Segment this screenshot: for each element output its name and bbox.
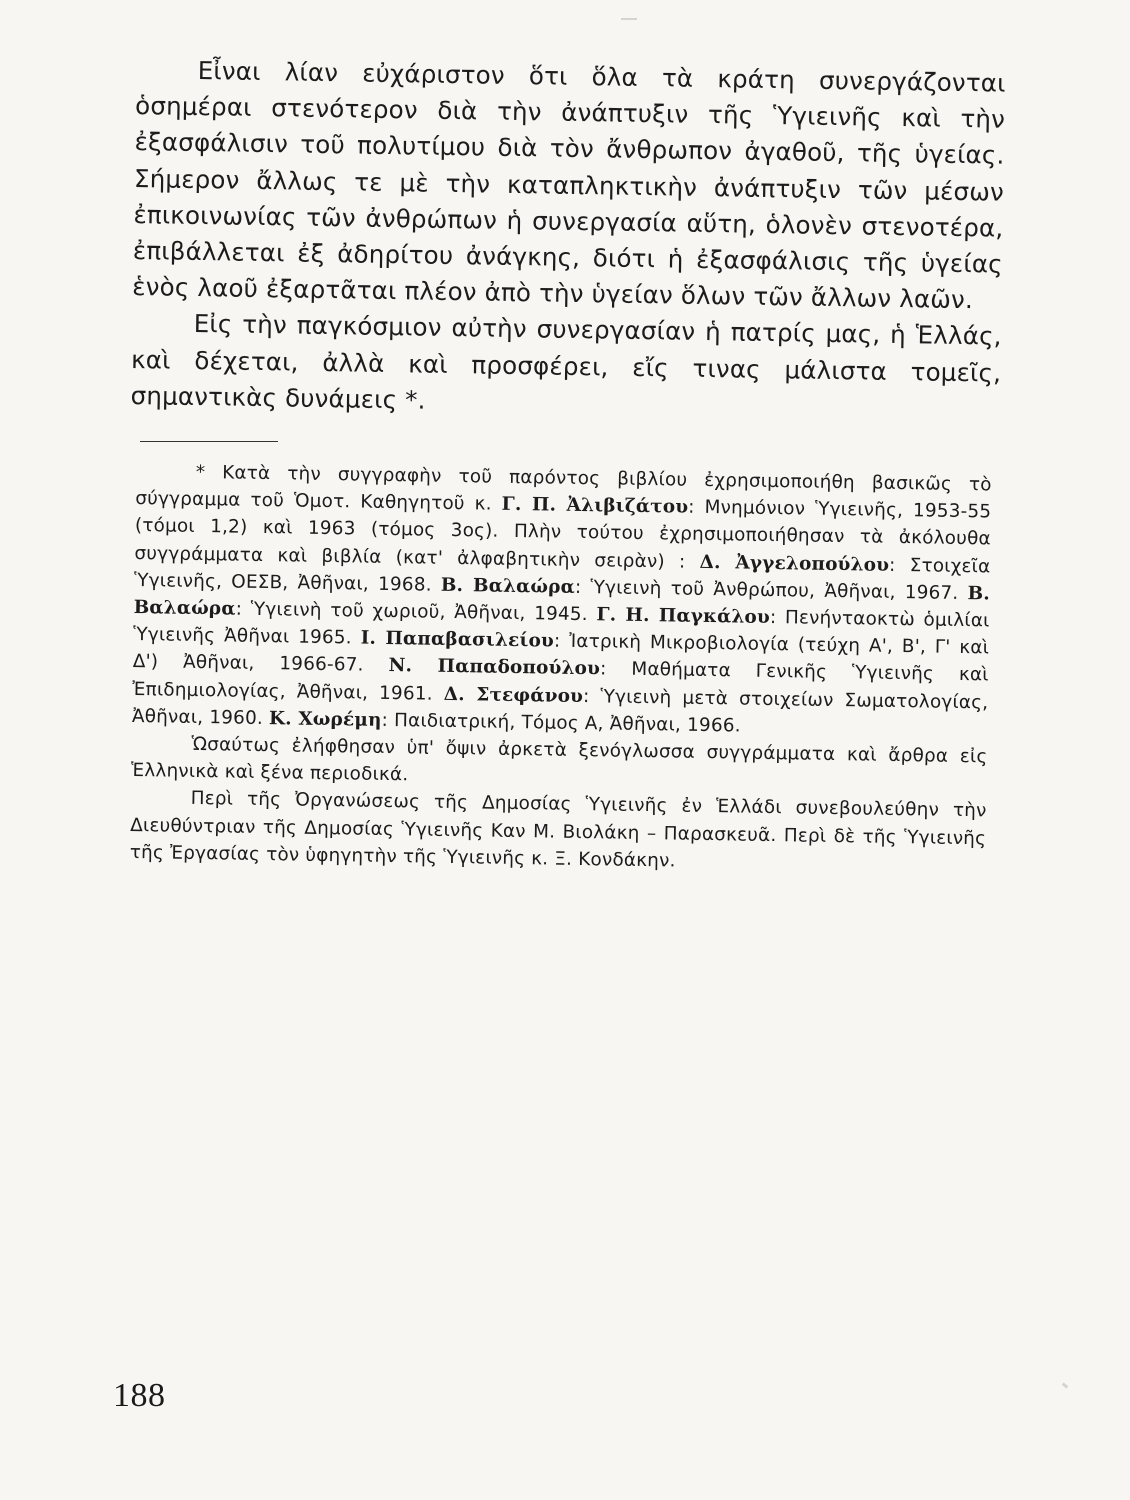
footnote-text: : Στοιχεῖα Ὑγιεινῆς, ΟΕΣΒ, Ἀθῆναι, 1968. bbox=[133, 554, 991, 596]
footnote-text: : Ἰατρικὴ Μικροβιολογία (τεύχη Α', Β', Γ' καὶ Δ') Ἀθῆναι, 1966-67. bbox=[132, 630, 990, 677]
author-name: Ι. Παπαβασιλείου bbox=[360, 627, 555, 652]
footnote-text: : Ὑγιεινὴ τοῦ χωριοῦ, Ἀθῆναι, 1945. bbox=[235, 598, 597, 626]
footnote-sources bbox=[132, 458, 992, 743]
footnote-text: : Παιδιατρική, Τόμος Α, Ἀθῆναι, 1966. bbox=[381, 709, 741, 737]
main-text bbox=[130, 52, 1006, 428]
footnote-foreign-sources: Ὡσαύτως ἐλήφθησαν ὑπ' ὄψιν ἀρκετὰ ξενόγλωσσα συγγράμματα καὶ ἄρθρα εἰς Ἑλληνικὰ καὶ ξένα περιοδικά. bbox=[130, 733, 988, 786]
scan-mark-right bbox=[1062, 1382, 1069, 1388]
footnote-text: * Κατὰ τὴν συγγραφὴν τοῦ παρόντος βιβλίου ἐχρησιμοποιήθη βασικῶς τὸ σύγγραμμα τοῦ Ὁμοτ. Καθηγητοῦ κ. bbox=[135, 461, 992, 515]
author-name: Κ. Χωρέμη bbox=[268, 707, 382, 731]
author-name: Ν. Παπαδοπούλου bbox=[388, 655, 601, 680]
author-name: Β. Βαλαώρα bbox=[133, 582, 991, 620]
page-number: 188 bbox=[113, 1377, 166, 1414]
scan-mark-top bbox=[621, 18, 637, 20]
author-name: Β. Βαλαώρα bbox=[440, 574, 576, 598]
paragraph-1: Εἶναι λίαν εὐχάριστον ὅτι ὅλα τὰ κράτη συνεργάζονται ὁσημέραι στενότερον διὰ τὴν ἀνάπτυξιν τῆς Ὑγιεινῆς καὶ τὴν ἐξασφάλισιν τοῦ πολυτίμου διὰ τὸν ἄνθρωπον ἀγαθοῦ, τῆς ὑγείας. Σήμερον ἄλλως τε μὲ τὴν καταπληκτικὴν ἀνάπτυξιν τῶν μέσων ἐπικοινωνίας τῶν ἀνθρώπων ἡ συνεργασία αὕτη, ὁλονὲν στενοτέρα, ἐπιβάλλεται ἐξ ἀδηρίτου ἀνάγκης, διότι ἡ ἐξασφάλισις τῆς ὑγείας ἑνὸς λαοῦ ἐξαρτᾶται πλέον ἀπὸ τὴν ὑγείαν ὅλων τῶν ἄλλων λαῶν. bbox=[132, 55, 1006, 315]
author-name: Δ. Ἀγγελοπούλου bbox=[699, 551, 890, 576]
footnote-text: : Ὑγιεινὴ τοῦ Ἀνθρώπου, Ἀθῆναι, 1967. bbox=[574, 576, 968, 604]
footnote-text: : Μαθήματα Γενικῆς Ὑγιεινῆς καὶ Ἐπιδημιολογίας, Ἀθῆναι, 1961. bbox=[132, 658, 989, 705]
footnote-separator bbox=[140, 441, 278, 442]
footnote-text: : Μνημόνιον Ὑγιεινῆς, 1953-55 (τόμοι 1,2) καὶ 1963 (τόμος 3ος). Πλὴν τούτου ἐχρησιμοποιήθησαν τὰ ἀκόλουθα συγγράμματα καὶ βιβλία (κατ' ἀλφαβητικὴν σειρὰν) : bbox=[134, 496, 992, 573]
footnotes bbox=[130, 458, 992, 879]
author-name: Γ. Π. Ἀλιβιζάτου bbox=[501, 493, 689, 518]
footnote-text: : Πενήνταοκτὼ ὁμιλίαι Ὑγιεινῆς Ἀθῆναι 1965. bbox=[133, 606, 990, 649]
paragraph-2: Εἰς τὴν παγκόσμιον αὐτὴν συνεργασίαν ἡ πατρίς μας, ἡ Ἑλλάς, καὶ δέχεται, ἀλλὰ καὶ προσφέρει, εἴς τινας μάλιστα τομεῖς, σημαντικὰς δυνάμεις *. bbox=[130, 309, 1002, 415]
footnote-acknowledgements: Περὶ τῆς Ὀργανώσεως τῆς Δημοσίας Ὑγιεινῆς ἐν Ἑλλάδι συνεβουλεύθην τὴν Διευθύντριαν τῆς Δημοσίας Ὑγιεινῆς Καν Μ. Βιολάκη – Παρασκευᾶ. Περὶ δὲ τῆς Ὑγιεινῆς τῆς Ἐργασίας τὸν ὑφηγητὴν τῆς Ὑγιεινῆς κ. Ξ. Κονδάκην. bbox=[129, 788, 987, 872]
author-name: Δ. Στεφάνου bbox=[443, 683, 584, 707]
footnote-text: : Ὑγιεινὴ μετὰ στοιχείων Σωματολογίας, Ἀθῆναι, 1960. bbox=[131, 685, 989, 729]
author-name: Γ. Η. Παγκάλου bbox=[596, 604, 771, 628]
